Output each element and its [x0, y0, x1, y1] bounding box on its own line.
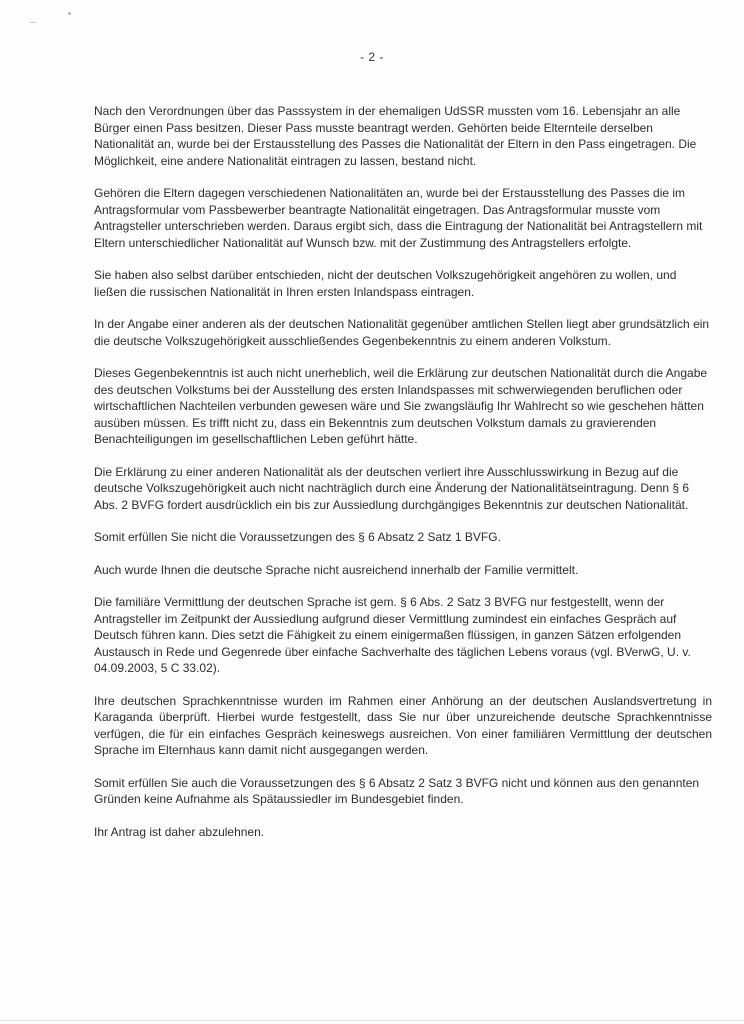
paragraph: Somit erfüllen Sie nicht die Voraussetzungen des § 6 Absatz 2 Satz 1 BVFG. — [94, 530, 501, 544]
scan-mark — [68, 12, 71, 15]
page-edge — [0, 1020, 744, 1021]
paragraph: Somit erfüllen Sie auch die Voraussetzungen des § 6 Absatz 2 Satz 3 BVFG nicht und können aus den genannten Gründen keine Aufnahme als Spätaussiedler im Bundesgebiet finden. — [94, 775, 700, 806]
scan-mark — [30, 22, 36, 23]
paragraph: Die familiäre Vermittlung der deutschen Sprache ist gem. § 6 Abs. 2 Satz 3 BVFG nur festgestellt, wenn der Antragsteller im Zeitpunkt der Aussiedlung aufgrund dieser Vermittlung zumindest ein einfaches Gespräch auf Deutsch führen kann. Dies setzt die Fähigkeit zu einem einigermaßen flüssigen, in ganzen Sätzen erfolgenden Austausch in Rede und Gegenrede über einfache Sachverhalte des täglichen Lebens voraus (vgl. BVerwG, U. v. 04.09.2003, 5 C 33.02). — [94, 595, 691, 675]
paragraph: Gehören die Eltern dagegen verschiedenen Nationalitäten an, wurde bei der Erstausstellung des Passes die im Antragsformular vom Passbewerber beantragte Nationalität eingetragen. Das Antragsformular musste vom Antragsteller unterschrieben werden. Daraus ergibt sich, dass die Eintragung der Nationalität bei Antragstellern mit Eltern unterschiedlicher Nationalität auf Wunsch bzw. mit der Zustimmung des Antragstellers erfolgte. — [94, 186, 703, 250]
paragraph: Die Erklärung zu einer anderen Nationalität als der deutschen verliert ihre Ausschlusswirkung in Bezug auf die deutsche Volkszugehörigkeit auch nicht nachträglich durch eine Änderung der Nationalitätseintragung. Denn § 6 Abs. 2 BVFG fordert ausdrücklich ein bis zur Aussiedlung durchgängiges Bekenntnis zur deutschen Nationalität. — [94, 464, 690, 512]
paragraph: Ihre deutschen Sprachkenntnisse wurden im Rahmen einer Anhörung an der deutschen Auslandsvertretung in Karaganda überprüft. Hierbei wurde festgestellt, dass Sie nur über unzureichende deutsche Sprachkenntnisse verfügen, die für ein einfaches Gespräch keineswegs ausreichen. Von einer familiären Vermittlung der deutschen Sprache im Elternhaus kann damit nicht ausgegangen werden. — [94, 693, 712, 757]
paragraph: Ihr Antrag ist daher abzulehnen. — [94, 824, 265, 839]
paragraph: Dieses Gegenbekenntnis ist auch nicht unerheblich, weil die Erklärung zur deutschen Nationalität durch die Angabe des deutschen Volkstums bei der Ausstellung des ersten Inlandspasses mit schwerwiegenden beruflichen oder wirtschaftlichen Nachteilen verbunden gewesen wäre und Sie zwangsläufig Ihr Wahlrecht so wie geschehen hätten ausüben müssen. Es trifft nicht zu, dass ein Bekenntnis zum deutschen Volkstum damals zu gravierenden Benachteiligungen im gesellschaftlichen Leben geführt hätte. — [94, 366, 708, 446]
page-number: - 2 - — [360, 50, 384, 64]
paragraph: Sie haben also selbst darüber entschieden, nicht der deutschen Volkszugehörigkeit angehören zu wollen, und ließen die russischen Nationalität in Ihren ersten Inlandspass eintragen. — [94, 268, 677, 299]
paragraph: Nach den Verordnungen über das Passsystem in der ehemaligen UdSSR mussten vom 16. Lebensjahr an alle Bürger einen Pass besitzen. Dieser Pass musste beantragt werden. Gehörten beide Elternteile derselben Nationalität an, wurde bei der Erstausstellung des Passes die Nationalität der Eltern in den Pass eingetragen. Die Möglichkeit, eine andere Nationalität eintragen zu lassen, bestand nicht. — [94, 104, 697, 168]
paragraph: In der Angabe einer anderen als der deutschen Nationalität gegenüber amtlichen Stellen liegt aber grundsätzlich ein die deutsche Volkszugehörigkeit ausschließendes Gegenbekenntnis zu einem anderen Volkstum. — [94, 317, 710, 348]
paragraph: Auch wurde Ihnen die deutsche Sprache nicht ausreichend innerhalb der Familie vermittelt. — [94, 562, 579, 577]
document-body — [94, 103, 712, 856]
